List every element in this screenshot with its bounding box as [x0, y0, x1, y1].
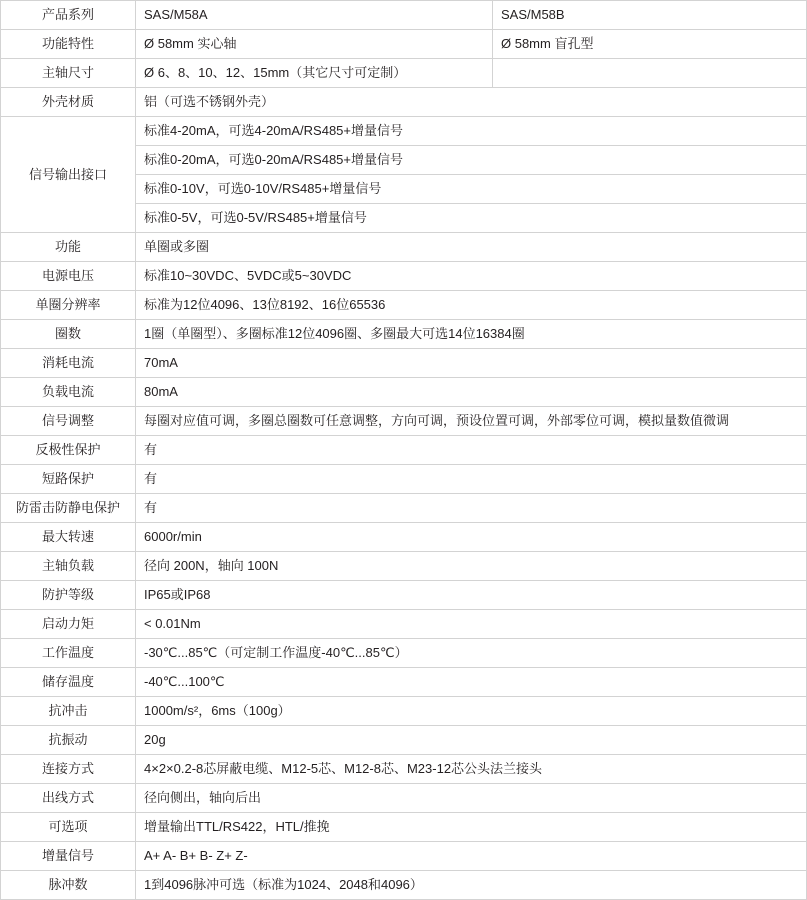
row-value: 80mA [136, 378, 807, 407]
row-value-b: Ø 58mm 盲孔型 [493, 30, 807, 59]
table-row [1, 59, 807, 88]
row-label: 圈数 [1, 320, 136, 349]
row-label: 信号输出接口 [1, 117, 136, 233]
row-label: 防护等级 [1, 581, 136, 610]
row-label: 短路保护 [1, 465, 136, 494]
table-row [1, 465, 807, 494]
row-value: 4×2×0.2-8芯屏蔽电缆、M12-5芯、M12-8芯、M23-12芯公头法兰接头 [136, 755, 807, 784]
row-value: IP65或IP68 [136, 581, 807, 610]
row-label: 消耗电流 [1, 349, 136, 378]
row-label: 单圈分辨率 [1, 291, 136, 320]
row-value: 增量输出TTL/RS422，HTL/推挽 [136, 813, 807, 842]
row-value: 标准0-5V，可选0-5V/RS485+增量信号 [136, 204, 807, 233]
table-row [1, 407, 807, 436]
row-value: 径向侧出，轴向后出 [136, 784, 807, 813]
row-value: 径向 200N，轴向 100N [136, 552, 807, 581]
row-value-b: SAS/M58B [493, 1, 807, 30]
row-value: 有 [136, 494, 807, 523]
row-label: 脉冲数 [1, 871, 136, 900]
table-row [1, 726, 807, 755]
table-row [1, 610, 807, 639]
row-value: < 0.01Nm [136, 610, 807, 639]
table-row [1, 349, 807, 378]
table-row [1, 291, 807, 320]
specification-table-body [1, 1, 807, 900]
row-value: 有 [136, 436, 807, 465]
row-value: 单圈或多圈 [136, 233, 807, 262]
row-label: 产品系列 [1, 1, 136, 30]
row-label: 启动力矩 [1, 610, 136, 639]
row-value: 标准为12位4096、13位8192、16位65536 [136, 291, 807, 320]
row-label: 负载电流 [1, 378, 136, 407]
row-label: 抗冲击 [1, 697, 136, 726]
row-value: 标准0-20mA，可选0-20mA/RS485+增量信号 [136, 146, 807, 175]
table-row [1, 639, 807, 668]
row-label: 功能特性 [1, 30, 136, 59]
row-value: 20g [136, 726, 807, 755]
table-row [1, 871, 807, 900]
row-label: 最大转速 [1, 523, 136, 552]
row-value-a: Ø 58mm 实心轴 [136, 30, 493, 59]
row-value: 1圈（单圈型）、多圈标准12位4096圈、多圈最大可选14位16384圈 [136, 320, 807, 349]
row-label: 外壳材质 [1, 88, 136, 117]
table-row [1, 117, 807, 146]
row-label: 出线方式 [1, 784, 136, 813]
row-value-a: Ø 6、8、10、12、15mm（其它尺寸可定制） [136, 59, 493, 88]
row-label: 工作温度 [1, 639, 136, 668]
row-value: -40℃...100℃ [136, 668, 807, 697]
row-value-b [493, 59, 807, 88]
row-label: 抗振动 [1, 726, 136, 755]
row-value: 标准0-10V，可选0-10V/RS485+增量信号 [136, 175, 807, 204]
row-value: 1000m/s²，6ms（100g） [136, 697, 807, 726]
table-row [1, 523, 807, 552]
table-row [1, 1, 807, 30]
row-value: 有 [136, 465, 807, 494]
row-label: 储存温度 [1, 668, 136, 697]
row-value: 1到4096脉冲可选（标准为1024、2048和4096） [136, 871, 807, 900]
row-value: 标准4-20mA，可选4-20mA/RS485+增量信号 [136, 117, 807, 146]
row-value: 铝（可选不锈钢外壳） [136, 88, 807, 117]
table-row [1, 697, 807, 726]
row-label: 电源电压 [1, 262, 136, 291]
row-label: 反极性保护 [1, 436, 136, 465]
table-row [1, 88, 807, 117]
row-value: 标准10~30VDC、5VDC或5~30VDC [136, 262, 807, 291]
table-row [1, 436, 807, 465]
row-label: 连接方式 [1, 755, 136, 784]
row-label: 主轴负载 [1, 552, 136, 581]
row-label: 主轴尺寸 [1, 59, 136, 88]
row-value-a: SAS/M58A [136, 1, 493, 30]
row-value: 70mA [136, 349, 807, 378]
table-row [1, 378, 807, 407]
row-value: 6000r/min [136, 523, 807, 552]
table-row [1, 552, 807, 581]
table-row [1, 755, 807, 784]
row-label: 功能 [1, 233, 136, 262]
row-value: 每圈对应值可调，多圈总圈数可任意调整，方向可调，预设位置可调，外部零位可调，模拟量数值微调 [136, 407, 807, 436]
row-label: 信号调整 [1, 407, 136, 436]
table-row [1, 813, 807, 842]
row-label: 防雷击防静电保护 [1, 494, 136, 523]
row-label: 可选项 [1, 813, 136, 842]
table-row [1, 320, 807, 349]
table-row [1, 233, 807, 262]
table-row [1, 262, 807, 291]
row-label: 增量信号 [1, 842, 136, 871]
row-value: -30℃...85℃（可定制工作温度-40℃...85℃） [136, 639, 807, 668]
table-row [1, 494, 807, 523]
table-row [1, 784, 807, 813]
table-row [1, 668, 807, 697]
table-row [1, 842, 807, 871]
table-row [1, 581, 807, 610]
row-value: A+ A- B+ B- Z+ Z- [136, 842, 807, 871]
table-row [1, 30, 807, 59]
